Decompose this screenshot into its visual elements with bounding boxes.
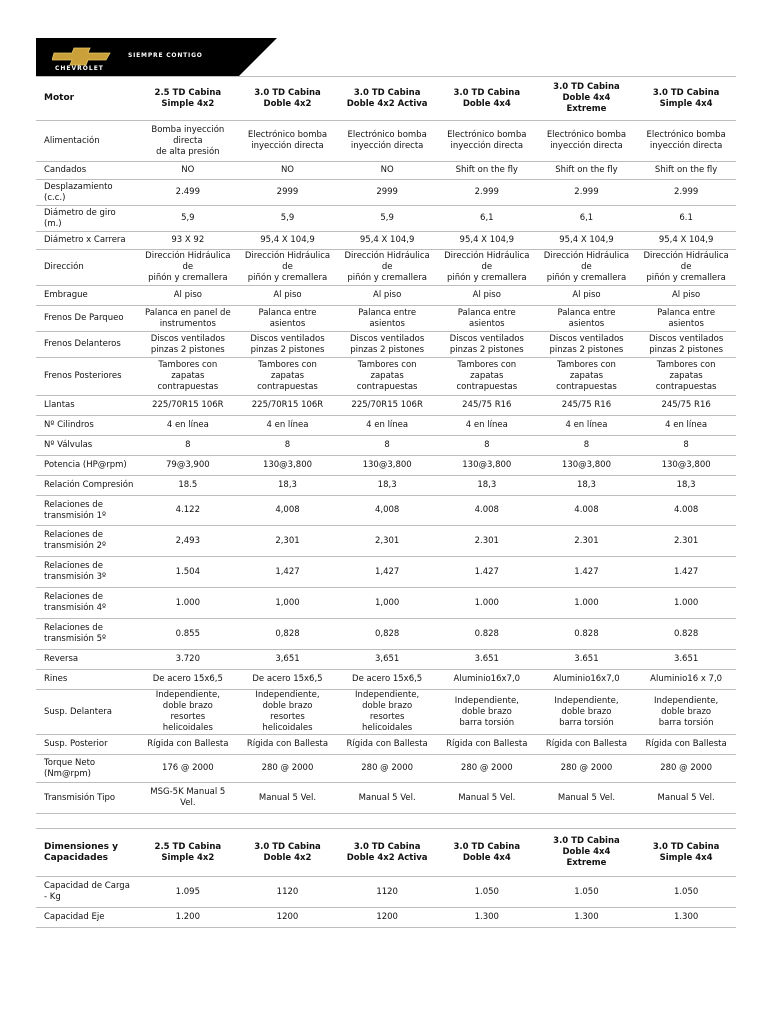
spec-value: 95,4 X 104,9 <box>359 235 415 245</box>
spec-value: 5,9 <box>181 213 195 223</box>
spec-value: 18,3 <box>377 480 397 490</box>
spec-value: 18.5 <box>178 480 198 490</box>
spec-value: Independiente, doble brazo barra torsión <box>654 695 719 728</box>
spec-value: 1,427 <box>275 566 300 577</box>
spec-value: 4 en línea <box>465 420 508 430</box>
spec-label: Desplazamiento (c.c.) <box>44 181 113 203</box>
spec-table <box>36 77 736 928</box>
spec-value: 2.301 <box>673 535 699 546</box>
spec-value: 225/70R15 106R <box>351 400 423 410</box>
spec-value: 1120 <box>276 886 299 897</box>
spec-value: Dirección Hidráulica de piñón y cremallera <box>444 251 530 283</box>
spec-value: Palanca entre asientos <box>358 307 417 329</box>
model-column-header: 3.0 TD Cabina Doble 4x2 <box>254 87 321 109</box>
spec-label: Torque Neto (Nm@rpm) <box>44 757 96 779</box>
spec-value: 3.651 <box>673 654 699 664</box>
spec-label: Diámetro x Carrera <box>44 235 126 245</box>
spec-row <box>36 180 736 206</box>
spec-value: 2999 <box>276 187 299 197</box>
spec-value: Electrónico bomba inyección directa <box>247 130 328 151</box>
spec-value: Discos ventilados pinzas 2 pistones <box>150 333 225 355</box>
spec-value: Independiente, doble brazo barra torsión <box>554 695 619 728</box>
spec-value: 280 @ 2000 <box>560 763 613 773</box>
spec-value: Al piso <box>273 290 302 300</box>
spec-value: 4.122 <box>175 505 200 515</box>
spec-value: Discos ventilados pinzas 2 pistones <box>350 333 425 355</box>
spec-row <box>36 332 736 358</box>
spec-value: 8 <box>284 440 291 450</box>
spec-value: 130@3,800 <box>262 460 313 470</box>
spec-value: 4,008 <box>374 505 400 515</box>
spec-value: 1.000 <box>175 597 200 608</box>
spec-row <box>36 476 736 496</box>
model-column-header: 3.0 TD Cabina Doble 4x4 <box>453 87 521 109</box>
spec-label: Candados <box>44 165 87 175</box>
spec-value: NO <box>280 165 295 175</box>
spec-value: 1.050 <box>574 886 599 897</box>
spec-value: 95,4 X 104,9 <box>559 235 614 245</box>
spec-value: 1.427 <box>574 566 599 577</box>
spec-value: Electrónico bomba inyección directa <box>546 130 627 151</box>
spec-value: 1.000 <box>673 597 699 608</box>
spec-row <box>36 619 736 650</box>
spec-value: 130@3,800 <box>561 460 611 470</box>
spec-row <box>36 232 736 250</box>
spec-value: 1.000 <box>474 597 499 608</box>
spec-value: 8 <box>484 440 490 450</box>
spec-value: Electrónico bomba inyección directa <box>347 130 427 151</box>
spec-value: Rígida con Ballesta <box>645 739 727 749</box>
spec-value: Discos ventilados pinzas 2 pistones <box>449 333 524 355</box>
spec-value: Al piso <box>373 290 402 300</box>
brand-header <box>36 38 736 77</box>
spec-value: MSG-5K Manual 5 Vel. <box>150 787 226 808</box>
spec-value: Al piso <box>671 290 701 300</box>
spec-value: 3,651 <box>275 654 300 664</box>
spec-label: Capacidad Eje <box>44 912 105 922</box>
spec-value: 3.651 <box>474 654 499 664</box>
spec-value: Palanca entre asientos <box>258 307 317 329</box>
spec-value: 2,493 <box>175 535 200 546</box>
spec-value: Al piso <box>572 290 601 300</box>
model-column-header: 3.0 TD Cabina Doble 4x4 Extreme <box>553 82 620 114</box>
spec-row <box>36 690 736 735</box>
spec-value: Shift on the fly <box>654 165 718 175</box>
spec-label: Relación Compresión <box>44 480 134 490</box>
spec-value: Rígida con Ballesta <box>147 739 229 749</box>
spec-value: 1.000 <box>574 597 599 608</box>
spec-value: 4 en línea <box>665 420 708 430</box>
spec-value: Independiente, doble brazo resortes helicoidales <box>155 690 220 733</box>
spec-value: 4.008 <box>673 505 699 515</box>
section-header-row <box>36 829 736 877</box>
spec-value: Dirección Hidráulica de piñón y cremallera <box>244 251 331 283</box>
model-column-header: 3.0 TD Cabina Doble 4x4 <box>453 841 521 863</box>
model-column-header: 3.0 TD Cabina Doble 4x2 Activa <box>346 87 428 109</box>
model-column-header: 3.0 TD Cabina Simple 4x4 <box>652 87 720 109</box>
spec-value: 3,651 <box>374 654 400 664</box>
spec-value: 18,3 <box>477 480 497 490</box>
spec-value: 225/70R15 106R <box>152 400 224 410</box>
spec-value: Manual 5 Vel. <box>657 792 715 803</box>
model-column-header: 2.5 TD Cabina Simple 4x2 <box>154 87 222 109</box>
spec-label: Potencia (HP@rpm) <box>44 460 127 470</box>
spec-value: 4,008 <box>275 505 300 515</box>
spec-value: Manual 5 Vel. <box>358 792 416 803</box>
spec-value: 1.300 <box>574 912 599 922</box>
spec-value: 5,9 <box>380 213 394 223</box>
spec-row <box>36 456 736 476</box>
spec-label: Relaciones de transmisión 4º <box>44 592 106 613</box>
spec-value: 3.651 <box>574 654 599 664</box>
spec-value: 0.855 <box>175 628 200 639</box>
spec-row <box>36 436 736 456</box>
spec-row <box>36 557 736 588</box>
spec-value: Tambores con zapatas contrapuestas <box>556 360 617 392</box>
spec-value: 5,9 <box>280 213 295 223</box>
model-column-header: 3.0 TD Cabina Doble 4x4 Extreme <box>553 836 620 868</box>
spec-value: De acero 15x6,5 <box>252 674 323 684</box>
spec-value: 245/75 R16 <box>561 400 612 410</box>
spec-value: 4 en línea <box>166 420 209 430</box>
spec-value: Dirección Hidráulica de piñón y cremallera <box>145 251 231 283</box>
spec-value: Palanca en panel de instrumentos <box>144 307 231 329</box>
spec-value: Shift on the fly <box>455 165 518 175</box>
spec-label: Frenos Delanteros <box>44 339 121 349</box>
spec-value: 93 X 92 <box>171 235 205 245</box>
brand-band-corner <box>239 38 277 76</box>
spec-value: Palanca entre asientos <box>657 307 716 329</box>
spec-value: 95,4 X 104,9 <box>260 235 315 245</box>
spec-value: 6.1 <box>679 213 693 223</box>
spec-value: 1.050 <box>673 886 699 897</box>
spec-value: 2.999 <box>574 187 599 197</box>
spec-value: 1200 <box>376 912 398 922</box>
spec-row <box>36 250 736 286</box>
spec-row <box>36 358 736 396</box>
spec-label: Embrague <box>44 290 88 300</box>
spec-value: 1.504 <box>175 566 200 577</box>
spec-value: Independiente, doble brazo resortes helicoidales <box>355 690 420 733</box>
spec-row <box>36 588 736 619</box>
spec-row <box>36 162 736 180</box>
spec-label: Reversa <box>44 654 79 664</box>
spec-value: Al piso <box>173 290 202 300</box>
spec-value: Independiente, doble brazo barra torsión <box>454 695 519 728</box>
spec-value: 4 en línea <box>266 420 309 430</box>
spec-value: 8 <box>683 440 689 450</box>
spec-value: 2.999 <box>474 187 499 197</box>
spec-value: 1.095 <box>175 886 200 897</box>
spec-value: De acero 15x6,5 <box>352 674 423 684</box>
model-column-header: 3.0 TD Cabina Doble 4x2 Activa <box>346 841 428 863</box>
spec-row <box>36 877 736 908</box>
spec-value: 1,427 <box>374 566 400 577</box>
spec-value: 18,3 <box>576 480 596 490</box>
spec-value: 1.050 <box>474 886 499 897</box>
spec-value: 280 @ 2000 <box>460 763 513 773</box>
spec-value: 1200 <box>276 912 299 922</box>
spec-value: 6,1 <box>480 213 494 223</box>
section-title: Motor <box>44 93 75 103</box>
spec-label: Transmisión Tipo <box>44 792 116 803</box>
spec-value: 0,828 <box>275 628 300 639</box>
spec-value: Discos ventilados pinzas 2 pistones <box>549 333 624 355</box>
spec-value: Manual 5 Vel. <box>458 792 516 803</box>
spec-label: Relaciones de transmisión 3º <box>44 561 106 582</box>
spec-value: 4.008 <box>474 505 499 515</box>
spec-value: 245/75 R16 <box>661 400 711 410</box>
spec-label: Diámetro de giro (m.) <box>44 207 116 229</box>
spec-value: NO <box>380 165 394 175</box>
spec-label: Nº Cilindros <box>44 420 94 430</box>
spec-row <box>36 286 736 306</box>
spec-value: Palanca entre asientos <box>457 307 516 329</box>
spec-row <box>36 121 736 162</box>
spec-value: Tambores con zapatas contrapuestas <box>456 360 518 392</box>
spec-value: 0.828 <box>474 628 499 639</box>
model-column-header: 3.0 TD Cabina Simple 4x4 <box>652 841 720 863</box>
spec-value: 2,301 <box>275 535 300 546</box>
spec-value: 1.300 <box>673 912 699 922</box>
spec-value: 0.828 <box>673 628 699 639</box>
spec-value: 95,4 X 104,9 <box>459 235 515 245</box>
section-title: Dimensiones y Capacidades <box>44 841 118 863</box>
spec-value: 8 <box>185 440 191 450</box>
spec-label: Susp. Posterior <box>44 739 108 749</box>
model-column-header: 3.0 TD Cabina Doble 4x2 <box>254 841 321 863</box>
spec-label: Dirección <box>44 262 84 272</box>
spec-label: Frenos De Parqueo <box>44 313 124 323</box>
spec-row <box>36 650 736 670</box>
spec-value: Tambores con zapatas contrapuestas <box>157 360 219 392</box>
spec-value: NO <box>181 165 195 175</box>
spec-label: Rines <box>44 674 68 684</box>
spec-value: Electrónico bomba inyección directa <box>646 130 726 151</box>
spec-value: Dirección Hidráulica de piñón y cremallera <box>543 251 630 283</box>
spec-value: Tambores con zapatas contrapuestas <box>257 360 318 392</box>
spec-value: Discos ventilados pinzas 2 pistones <box>250 333 325 355</box>
spec-value: Independiente, doble brazo resortes helicoidales <box>255 690 320 733</box>
brand-slogan: SIEMPRE CONTIGO <box>128 52 203 59</box>
spec-value: De acero 15x6,5 <box>152 674 223 684</box>
spec-row <box>36 496 736 526</box>
spec-value: 3.720 <box>175 654 200 664</box>
spec-value: 225/70R15 106R <box>251 400 324 410</box>
spec-label: Relaciones de transmisión 1º <box>44 499 106 521</box>
spec-value: 130@3,800 <box>362 460 412 470</box>
spec-value: 1.427 <box>474 566 499 577</box>
spec-row <box>36 416 736 436</box>
spec-label: Llantas <box>44 400 75 410</box>
spec-value: Dirección Hidráulica de piñón y cremallera <box>643 251 729 283</box>
spec-value: 18,3 <box>676 480 696 490</box>
spec-value: 1120 <box>376 886 398 897</box>
spec-value: Rígida con Ballesta <box>346 739 428 749</box>
spec-value: 0.828 <box>574 628 599 639</box>
spec-value: 2.301 <box>574 535 599 546</box>
spec-value: Palanca entre asientos <box>557 307 616 329</box>
spec-value: 2999 <box>376 187 398 197</box>
spec-value: Dirección Hidráulica de piñón y cremallera <box>344 251 430 283</box>
spec-label: Relaciones de transmisión 2º <box>44 530 106 551</box>
spec-value: 245/75 R16 <box>462 400 512 410</box>
spec-value: 1.200 <box>175 912 200 922</box>
spec-value: 0,828 <box>374 628 400 639</box>
spec-row <box>36 396 736 416</box>
spec-value: Rígida con Ballesta <box>446 739 528 749</box>
spec-value: 1.300 <box>474 912 499 922</box>
spec-value: 1,000 <box>275 597 300 608</box>
spec-label: Capacidad de Carga - Kg <box>44 881 130 902</box>
spec-row <box>36 908 736 928</box>
spec-row <box>36 526 736 557</box>
section-spacer <box>36 814 736 829</box>
spec-value: 18,3 <box>278 480 297 490</box>
spec-row <box>36 755 736 783</box>
spec-row <box>36 735 736 755</box>
spec-value: 4 en línea <box>565 420 608 430</box>
spec-value: 2,301 <box>374 535 400 546</box>
spec-row <box>36 206 736 232</box>
spec-value: 2.499 <box>175 187 200 197</box>
brand-logo-text: CHEVROLET <box>55 65 104 72</box>
spec-value: Al piso <box>472 290 501 300</box>
spec-value: 1.427 <box>673 566 699 577</box>
spec-value: 280 @ 2000 <box>261 763 314 773</box>
section-header-row <box>36 77 736 121</box>
spec-value: Aluminio16 x 7,0 <box>650 674 723 684</box>
spec-value: 2.999 <box>673 187 699 197</box>
spec-value: 1,000 <box>374 597 400 608</box>
spec-value: 4 en línea <box>366 420 409 430</box>
model-column-header: 2.5 TD Cabina Simple 4x2 <box>154 841 222 863</box>
spec-value: Electrónico bomba inyección directa <box>447 130 527 151</box>
spec-value: 4.008 <box>574 505 599 515</box>
spec-value: 8 <box>583 440 590 450</box>
spec-value: 130@3,800 <box>661 460 711 470</box>
spec-value: Manual 5 Vel. <box>258 792 317 803</box>
spec-value: 280 @ 2000 <box>660 763 712 773</box>
spec-value: 280 @ 2000 <box>361 763 414 773</box>
spec-value: Aluminio16x7,0 <box>453 674 521 684</box>
spec-row <box>36 306 736 332</box>
spec-label: Alimentación <box>44 135 100 146</box>
spec-value: 8 <box>384 440 390 450</box>
spec-value: 2.301 <box>474 535 499 546</box>
spec-label: Relaciones de transmisión 5º <box>44 623 106 644</box>
spec-value: Discos ventilados pinzas 2 pistones <box>648 333 724 355</box>
spec-value: Tambores con zapatas contrapuestas <box>655 360 717 392</box>
spec-label: Frenos Posteriores <box>44 371 122 381</box>
spec-value: 176 @ 2000 <box>161 763 214 773</box>
spec-value: Shift on the fly <box>555 165 618 175</box>
spec-value: Aluminio16x7,0 <box>553 674 620 684</box>
spec-label: Nº Válvulas <box>44 440 93 450</box>
spec-value: 79@3,900 <box>166 460 210 470</box>
spec-value: Tambores con zapatas contrapuestas <box>356 360 418 392</box>
spec-value: Manual 5 Vel. <box>557 792 616 803</box>
spec-row <box>36 670 736 690</box>
spec-value: 6,1 <box>579 213 594 223</box>
spec-value: Rígida con Ballesta <box>246 739 329 749</box>
spec-row <box>36 783 736 814</box>
spec-value: Rígida con Ballesta <box>545 739 628 749</box>
spec-value: 130@3,800 <box>462 460 512 470</box>
spec-value: Bomba inyección directa de alta presión <box>151 124 225 157</box>
spec-sheet-page <box>36 0 736 928</box>
spec-label: Susp. Delantera <box>44 706 113 717</box>
spec-value: 95,4 X 104,9 <box>658 235 714 245</box>
